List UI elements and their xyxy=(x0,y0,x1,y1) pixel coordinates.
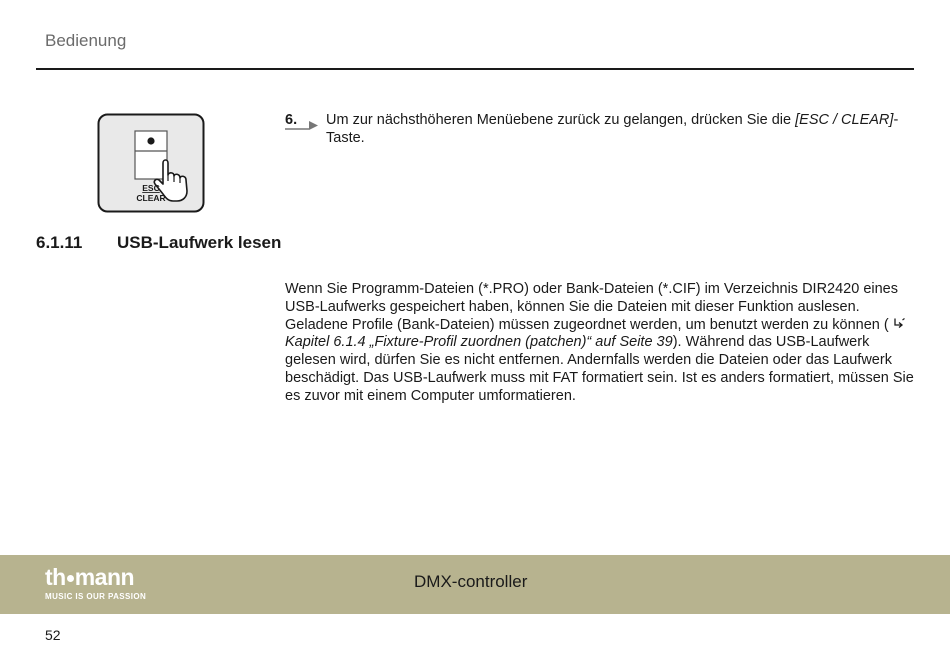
esc-clear-key-illustration xyxy=(97,113,205,213)
body-text-part1: Wenn Sie Programm-Dateien (*.PRO) oder Bank-Dateien (*.CIF) im Verzeichnis DIR2420 eines USB-Laufwerks gespeichert haben, können Sie die Dateien mit dieser Funktion auslesen. Geladene Profile (Bank-Dateien) müssen zugeordnet werden, um benutzt werden zu können ( xyxy=(285,281,899,333)
header-divider xyxy=(36,68,914,70)
brand-part2: mann xyxy=(74,564,135,590)
brand-part1: th xyxy=(45,564,66,590)
step-text-before: Um zur nächsthöheren Menüebene zurück zu gelangen, drücken Sie die xyxy=(326,112,796,128)
step-text-after: -Taste. xyxy=(326,112,899,146)
body-text-part2: ). Während das USB-Laufwerk gelesen wird, dürfen Sie es nicht entfernen. Andernfalls werden die Dateien oder das Laufwerk beschädigt. Das USB-Laufwerk muss mit FAT formatiert sein. Ist es anders formatiert, müssen Sie es zuvor mit einem Computer umformatieren. xyxy=(285,334,914,404)
cross-reference-link[interactable]: Kapitel 6.1.4 „Fixture-Profil zuordnen (patchen)“ auf Seite 39 xyxy=(285,334,673,351)
key-label-clear: CLEAR xyxy=(136,193,166,203)
arrow-right-icon xyxy=(285,118,319,132)
key-label-esc: ESC xyxy=(142,183,160,193)
section-number: 6.1.11 xyxy=(36,233,83,252)
brand-tagline: MUSIC IS OUR PASSION xyxy=(45,592,147,601)
page-number: 52 xyxy=(45,627,61,643)
step-text xyxy=(326,111,915,147)
key-name: [ESC / CLEAR] xyxy=(795,112,894,128)
instruction-step xyxy=(285,111,915,147)
step-number: 6. xyxy=(285,112,298,128)
cross-reference-icon xyxy=(893,317,906,330)
thomann-logo xyxy=(45,564,134,591)
page-header-title: Bedienung xyxy=(45,31,127,50)
footer-product-name: DMX-controller xyxy=(414,572,528,591)
body-paragraph xyxy=(285,281,917,406)
section-title: USB-Laufwerk lesen xyxy=(117,233,282,252)
logo-dot-icon xyxy=(67,575,74,582)
led-indicator xyxy=(147,137,154,144)
section-heading xyxy=(36,233,281,253)
